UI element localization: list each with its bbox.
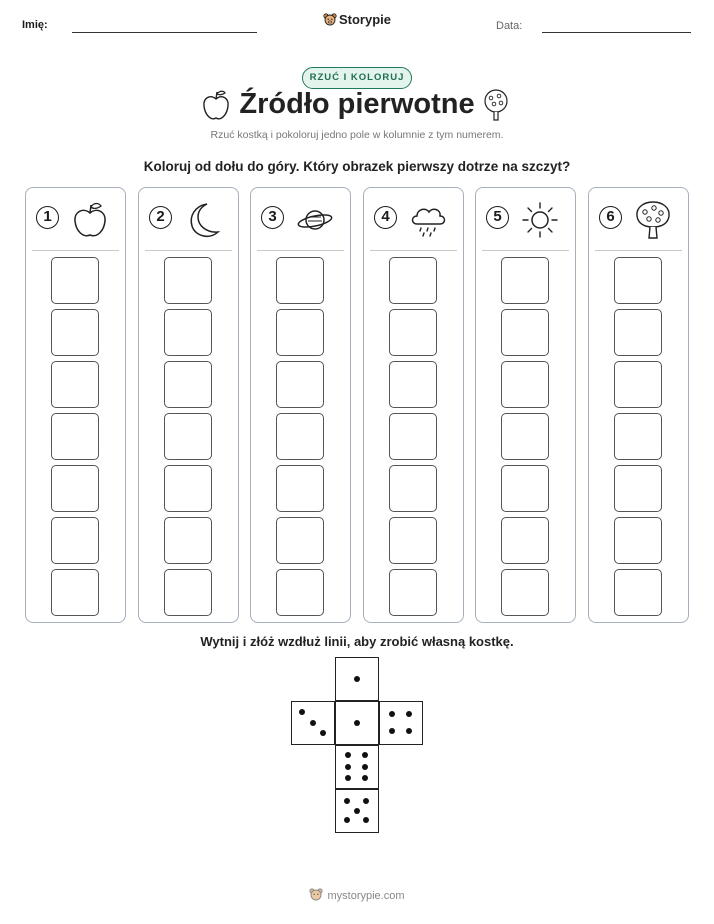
die-pip [320,730,326,736]
die-pip [354,676,360,682]
color-box[interactable] [501,465,549,512]
color-box[interactable] [389,257,437,304]
color-box[interactable] [164,517,212,564]
die-face-1 [335,657,379,701]
column-2 [138,187,239,623]
die-face-1 [335,701,379,745]
date-line[interactable] [542,32,691,33]
die-face-4 [379,701,423,745]
color-box[interactable] [164,413,212,460]
column-4 [363,187,464,623]
footer-url[interactable]: mystorypie.com [327,890,405,902]
page-title: Źródło pierwotne [239,88,475,120]
color-box[interactable] [51,257,99,304]
die-pip [406,728,412,734]
die-pip [310,720,316,726]
color-box[interactable] [389,309,437,356]
die-pip [345,752,351,758]
color-box[interactable] [51,361,99,408]
crescent-moon-icon [183,200,223,240]
color-box[interactable] [614,361,662,408]
column-6 [588,187,689,623]
color-box[interactable] [614,569,662,616]
die-pip [363,817,369,823]
column-divider [370,250,457,251]
die-pip [406,711,412,717]
column-divider [482,250,569,251]
column-number-badge: 6 [599,206,622,229]
color-box[interactable] [389,361,437,408]
column-number-badge: 1 [36,206,59,229]
color-box[interactable] [276,517,324,564]
column-header [26,188,125,250]
die-pip [354,808,360,814]
die-pip [362,764,368,770]
column-number-badge: 3 [261,206,284,229]
column-3 [250,187,351,623]
color-box[interactable] [389,517,437,564]
brand-logo [0,12,714,27]
instruction-text: Koloruj od dołu do góry. Który obrazek pierwszy dotrze na szczyt? [143,159,571,174]
color-box[interactable] [501,361,549,408]
footer [0,888,714,902]
die-face-6 [335,745,379,789]
color-box[interactable] [164,309,212,356]
column-divider [595,250,682,251]
color-box[interactable] [276,569,324,616]
color-box[interactable] [276,309,324,356]
bear-logo-icon [323,13,337,26]
color-box[interactable] [276,257,324,304]
color-box[interactable] [389,569,437,616]
die-pip [389,711,395,717]
die-face-5 [335,789,379,833]
column-header [139,188,238,250]
activity-badge: RZUĆ I KOLORUJ [302,67,412,89]
color-box[interactable] [614,257,662,304]
color-box[interactable] [51,413,99,460]
color-box[interactable] [51,517,99,564]
brand-name: Storypie [338,12,391,27]
column-divider [145,250,232,251]
name-line[interactable] [72,32,257,33]
die-pip [344,798,350,804]
name-label: Imię: [22,19,48,31]
color-box[interactable] [501,413,549,460]
sun-icon [520,200,560,240]
column-header [364,188,463,250]
color-box[interactable] [614,309,662,356]
color-box[interactable] [51,309,99,356]
column-divider [257,250,344,251]
die-pip [354,720,360,726]
date-label: Data: [496,20,523,32]
color-box[interactable] [164,569,212,616]
color-box[interactable] [164,361,212,408]
bear-logo-icon [309,888,323,901]
color-box[interactable] [614,517,662,564]
die-pip [362,752,368,758]
column-5 [475,187,576,623]
color-box[interactable] [501,517,549,564]
color-box[interactable] [276,361,324,408]
column-divider [32,250,119,251]
color-box[interactable] [501,257,549,304]
subtitle: Rzuć kostką i pokoloruj jedno pole w kolumnie z tym numerem. [210,129,504,141]
die-pip [299,709,305,715]
column-header [251,188,350,250]
cut-instruction: Wytnij i złóż wzdłuż linii, aby zrobić własną kostkę. [200,634,514,649]
column-number-badge: 5 [486,206,509,229]
die-pip [345,764,351,770]
column-number-badge: 4 [374,206,397,229]
column-1 [25,187,126,623]
column-number-badge: 2 [149,206,172,229]
die-face-3 [291,701,335,745]
color-box[interactable] [614,413,662,460]
apple-icon [70,200,110,240]
color-box[interactable] [389,465,437,512]
color-box[interactable] [501,569,549,616]
column-header [476,188,575,250]
die-pip [344,817,350,823]
color-box[interactable] [501,309,549,356]
color-box[interactable] [164,257,212,304]
color-box[interactable] [389,413,437,460]
die-pip [362,775,368,781]
color-box[interactable] [164,465,212,512]
planet-icon [295,200,335,240]
apple-tree-icon [480,88,512,124]
color-box[interactable] [51,569,99,616]
column-header [589,188,688,250]
color-box[interactable] [276,465,324,512]
die-pip [363,798,369,804]
die-pip [345,775,351,781]
color-box[interactable] [614,465,662,512]
apple-tree-icon [633,200,673,240]
die-pip [389,728,395,734]
color-box[interactable] [276,413,324,460]
color-box[interactable] [51,465,99,512]
rain-cloud-icon [408,200,448,240]
